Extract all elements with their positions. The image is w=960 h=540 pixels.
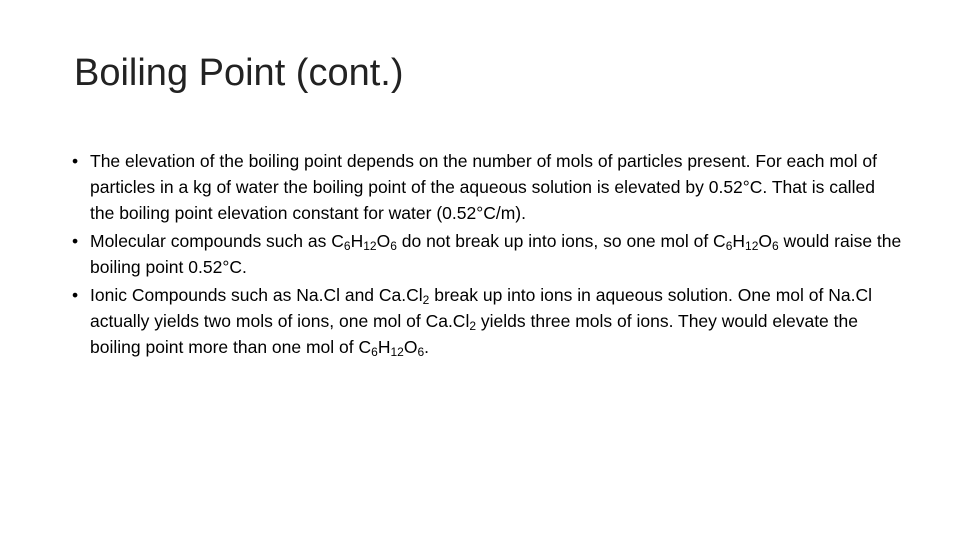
- bullet-dot-icon: •: [72, 151, 79, 171]
- text-run: O: [403, 337, 418, 357]
- subscript: 2: [469, 319, 477, 333]
- bullet-text: [90, 231, 901, 277]
- text-run: would raise the boiling point 0.52°C.: [90, 231, 902, 277]
- text-run: break up into ions in aqueous solution. One mol of Na.Cl actually yields two mols of ions, one mol of Ca.Cl: [90, 285, 872, 331]
- subscript: 12: [363, 239, 377, 253]
- subscript: 6: [371, 345, 378, 359]
- bullet-text: [90, 285, 872, 357]
- text-run: .: [424, 337, 430, 357]
- bullet-dot-icon: •: [72, 285, 79, 305]
- subscript: 2: [422, 293, 430, 307]
- text-run: H: [732, 231, 746, 251]
- text-run: do not break up into ions, so one mol of C: [396, 231, 726, 251]
- subscript: 12: [745, 239, 759, 253]
- subscript: 6: [725, 239, 733, 253]
- text-run: O: [758, 231, 772, 251]
- text-run: yields three mols of ions. They would elevate the boiling point more than one mol of C: [90, 311, 858, 357]
- text-run: Molecular compounds such as C: [90, 231, 344, 251]
- bullet-item-2: [72, 228, 902, 280]
- subscript: 6: [390, 239, 397, 253]
- text-run: O: [376, 231, 391, 251]
- bullet-item-3: [72, 282, 902, 360]
- text-run: Ionic Compounds such as Na.Cl and Ca.Cl: [90, 285, 423, 305]
- bullet-text: The elevation of the boiling point depends on the number of mols of particles present. For each mol of particles in a kg of water the boiling point of the aqueous solution is elevated by 0.52°C. That is called the boiling point elevation constant for water (0.52°C/m).: [90, 151, 877, 223]
- bullet-dot-icon: •: [72, 231, 79, 251]
- text-run: H: [350, 231, 364, 251]
- subscript: 6: [417, 345, 425, 359]
- subscript: 6: [343, 239, 351, 253]
- text-run: H: [377, 337, 391, 357]
- bullet-list: [72, 148, 902, 362]
- bullet-item-1: [72, 148, 902, 226]
- subscript: 12: [390, 345, 404, 359]
- subscript: 6: [772, 239, 779, 253]
- slide-title: Boiling Point (cont.): [74, 52, 404, 94]
